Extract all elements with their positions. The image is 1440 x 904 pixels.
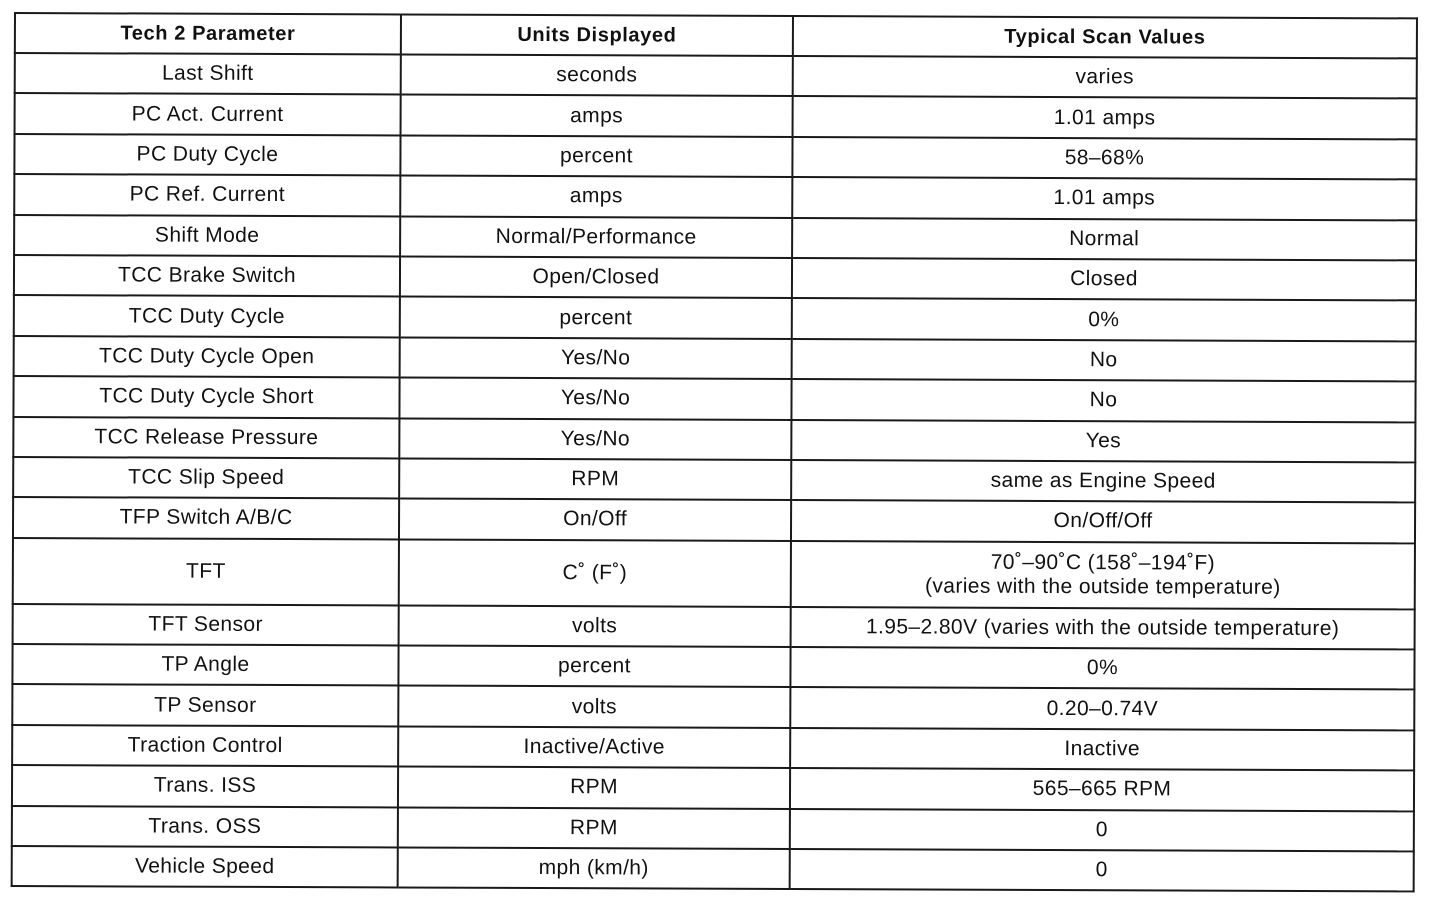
parameter-cell: Last Shift	[15, 53, 401, 95]
value-cell: 565–665 RPM	[790, 768, 1414, 811]
table-row	[13, 497, 1415, 543]
value-cell: 0%	[792, 298, 1416, 341]
parameter-cell: TCC Duty Cycle	[14, 295, 400, 337]
table-row	[15, 93, 1417, 139]
table-row	[14, 295, 1416, 341]
parameter-cell: PC Act. Current	[15, 93, 401, 135]
parameter-cell: TCC Duty Cycle Open	[14, 336, 400, 378]
units-cell: seconds	[401, 54, 793, 96]
table-row	[13, 457, 1415, 503]
parameter-cell: Trans. ISS	[12, 765, 398, 807]
value-cell	[791, 541, 1415, 609]
header-units-displayed: Units Displayed	[401, 14, 793, 56]
table-row	[12, 644, 1414, 690]
parameter-cell: TP Sensor	[12, 684, 398, 726]
units-cell: Yes/No	[399, 418, 791, 460]
value-cell: No	[791, 379, 1415, 422]
value-cell: 1.95–2.80V (varies with the outside temperature)	[791, 607, 1415, 650]
parameter-cell: PC Ref. Current	[14, 174, 400, 216]
units-cell: Normal/Performance	[400, 216, 792, 258]
parameter-cell: Vehicle Speed	[12, 846, 398, 888]
units-cell: Yes/No	[399, 378, 791, 420]
units-cell: mph (km/h)	[398, 848, 790, 890]
units-cell: amps	[401, 95, 793, 137]
table-row	[13, 376, 1415, 422]
parameter-cell: TFT	[13, 538, 399, 605]
parameter-cell: Traction Control	[12, 725, 398, 767]
parameter-cell: TFP Switch A/B/C	[13, 497, 399, 539]
table-row	[14, 255, 1416, 301]
parameter-cell: TCC Brake Switch	[14, 255, 400, 297]
units-cell: RPM	[398, 767, 790, 809]
value-cell: 1.01 amps	[792, 177, 1416, 220]
value-cell: Normal	[792, 218, 1416, 261]
table-row	[12, 725, 1414, 771]
table-row	[14, 134, 1416, 180]
table-row	[13, 538, 1415, 609]
units-cell: On/Off	[399, 499, 791, 541]
units-cell: RPM	[399, 458, 791, 500]
units-cell: percent	[400, 135, 792, 177]
value-cell: same as Engine Speed	[791, 460, 1415, 503]
value-note-line: (varies with the outside temperature)	[924, 574, 1281, 599]
units-cell: percent	[400, 297, 792, 339]
table-row	[13, 417, 1415, 463]
value-cell: varies	[793, 56, 1417, 99]
parameter-cell: TP Angle	[12, 644, 398, 686]
table-header-row	[15, 13, 1417, 58]
table-row	[12, 684, 1414, 730]
value-line: 70˚–90˚C (158˚–194˚F)	[990, 550, 1216, 575]
value-cell: 0	[790, 849, 1414, 892]
value-cell: 0%	[790, 647, 1414, 690]
parameter-cell: TCC Slip Speed	[13, 457, 399, 499]
value-cell: On/Off/Off	[791, 500, 1415, 543]
scan-values-table	[11, 12, 1418, 893]
value-cell: 0.20–0.74V	[790, 687, 1414, 730]
value-cell: No	[792, 339, 1416, 382]
value-cell: Inactive	[790, 728, 1414, 771]
parameter-cell: TFT Sensor	[13, 604, 399, 646]
units-cell: amps	[400, 176, 792, 218]
value-cell: 58–68%	[792, 137, 1416, 180]
value-cell: Closed	[792, 258, 1416, 301]
value-cell: 1.01 amps	[793, 96, 1417, 139]
table-row	[14, 215, 1416, 261]
units-cell: Yes/No	[400, 337, 792, 379]
scan-values-document	[14, 12, 1416, 887]
table-row	[14, 174, 1416, 220]
table-row	[13, 604, 1415, 650]
parameter-cell: Trans. OSS	[12, 806, 398, 848]
table-row	[12, 806, 1414, 852]
units-cell: RPM	[398, 807, 790, 849]
units-cell: C˚ (F˚)	[399, 539, 791, 607]
value-cell: 0	[790, 809, 1414, 852]
table-row	[14, 336, 1416, 382]
value-cell: Yes	[791, 420, 1415, 463]
table-row	[12, 765, 1414, 811]
parameter-cell: TCC Duty Cycle Short	[13, 376, 399, 418]
units-cell: volts	[399, 605, 791, 647]
parameter-cell: TCC Release Pressure	[13, 417, 399, 459]
units-cell: percent	[398, 646, 790, 688]
header-tech2-parameter: Tech 2 Parameter	[15, 13, 401, 54]
header-typical-scan-values: Typical Scan Values	[793, 16, 1417, 58]
parameter-cell: PC Duty Cycle	[14, 134, 400, 176]
table-row	[12, 846, 1414, 892]
units-cell: Open/Closed	[400, 256, 792, 298]
parameter-cell: Shift Mode	[14, 215, 400, 257]
units-cell: volts	[398, 686, 790, 728]
table-row	[15, 53, 1417, 99]
units-cell: Inactive/Active	[398, 726, 790, 768]
